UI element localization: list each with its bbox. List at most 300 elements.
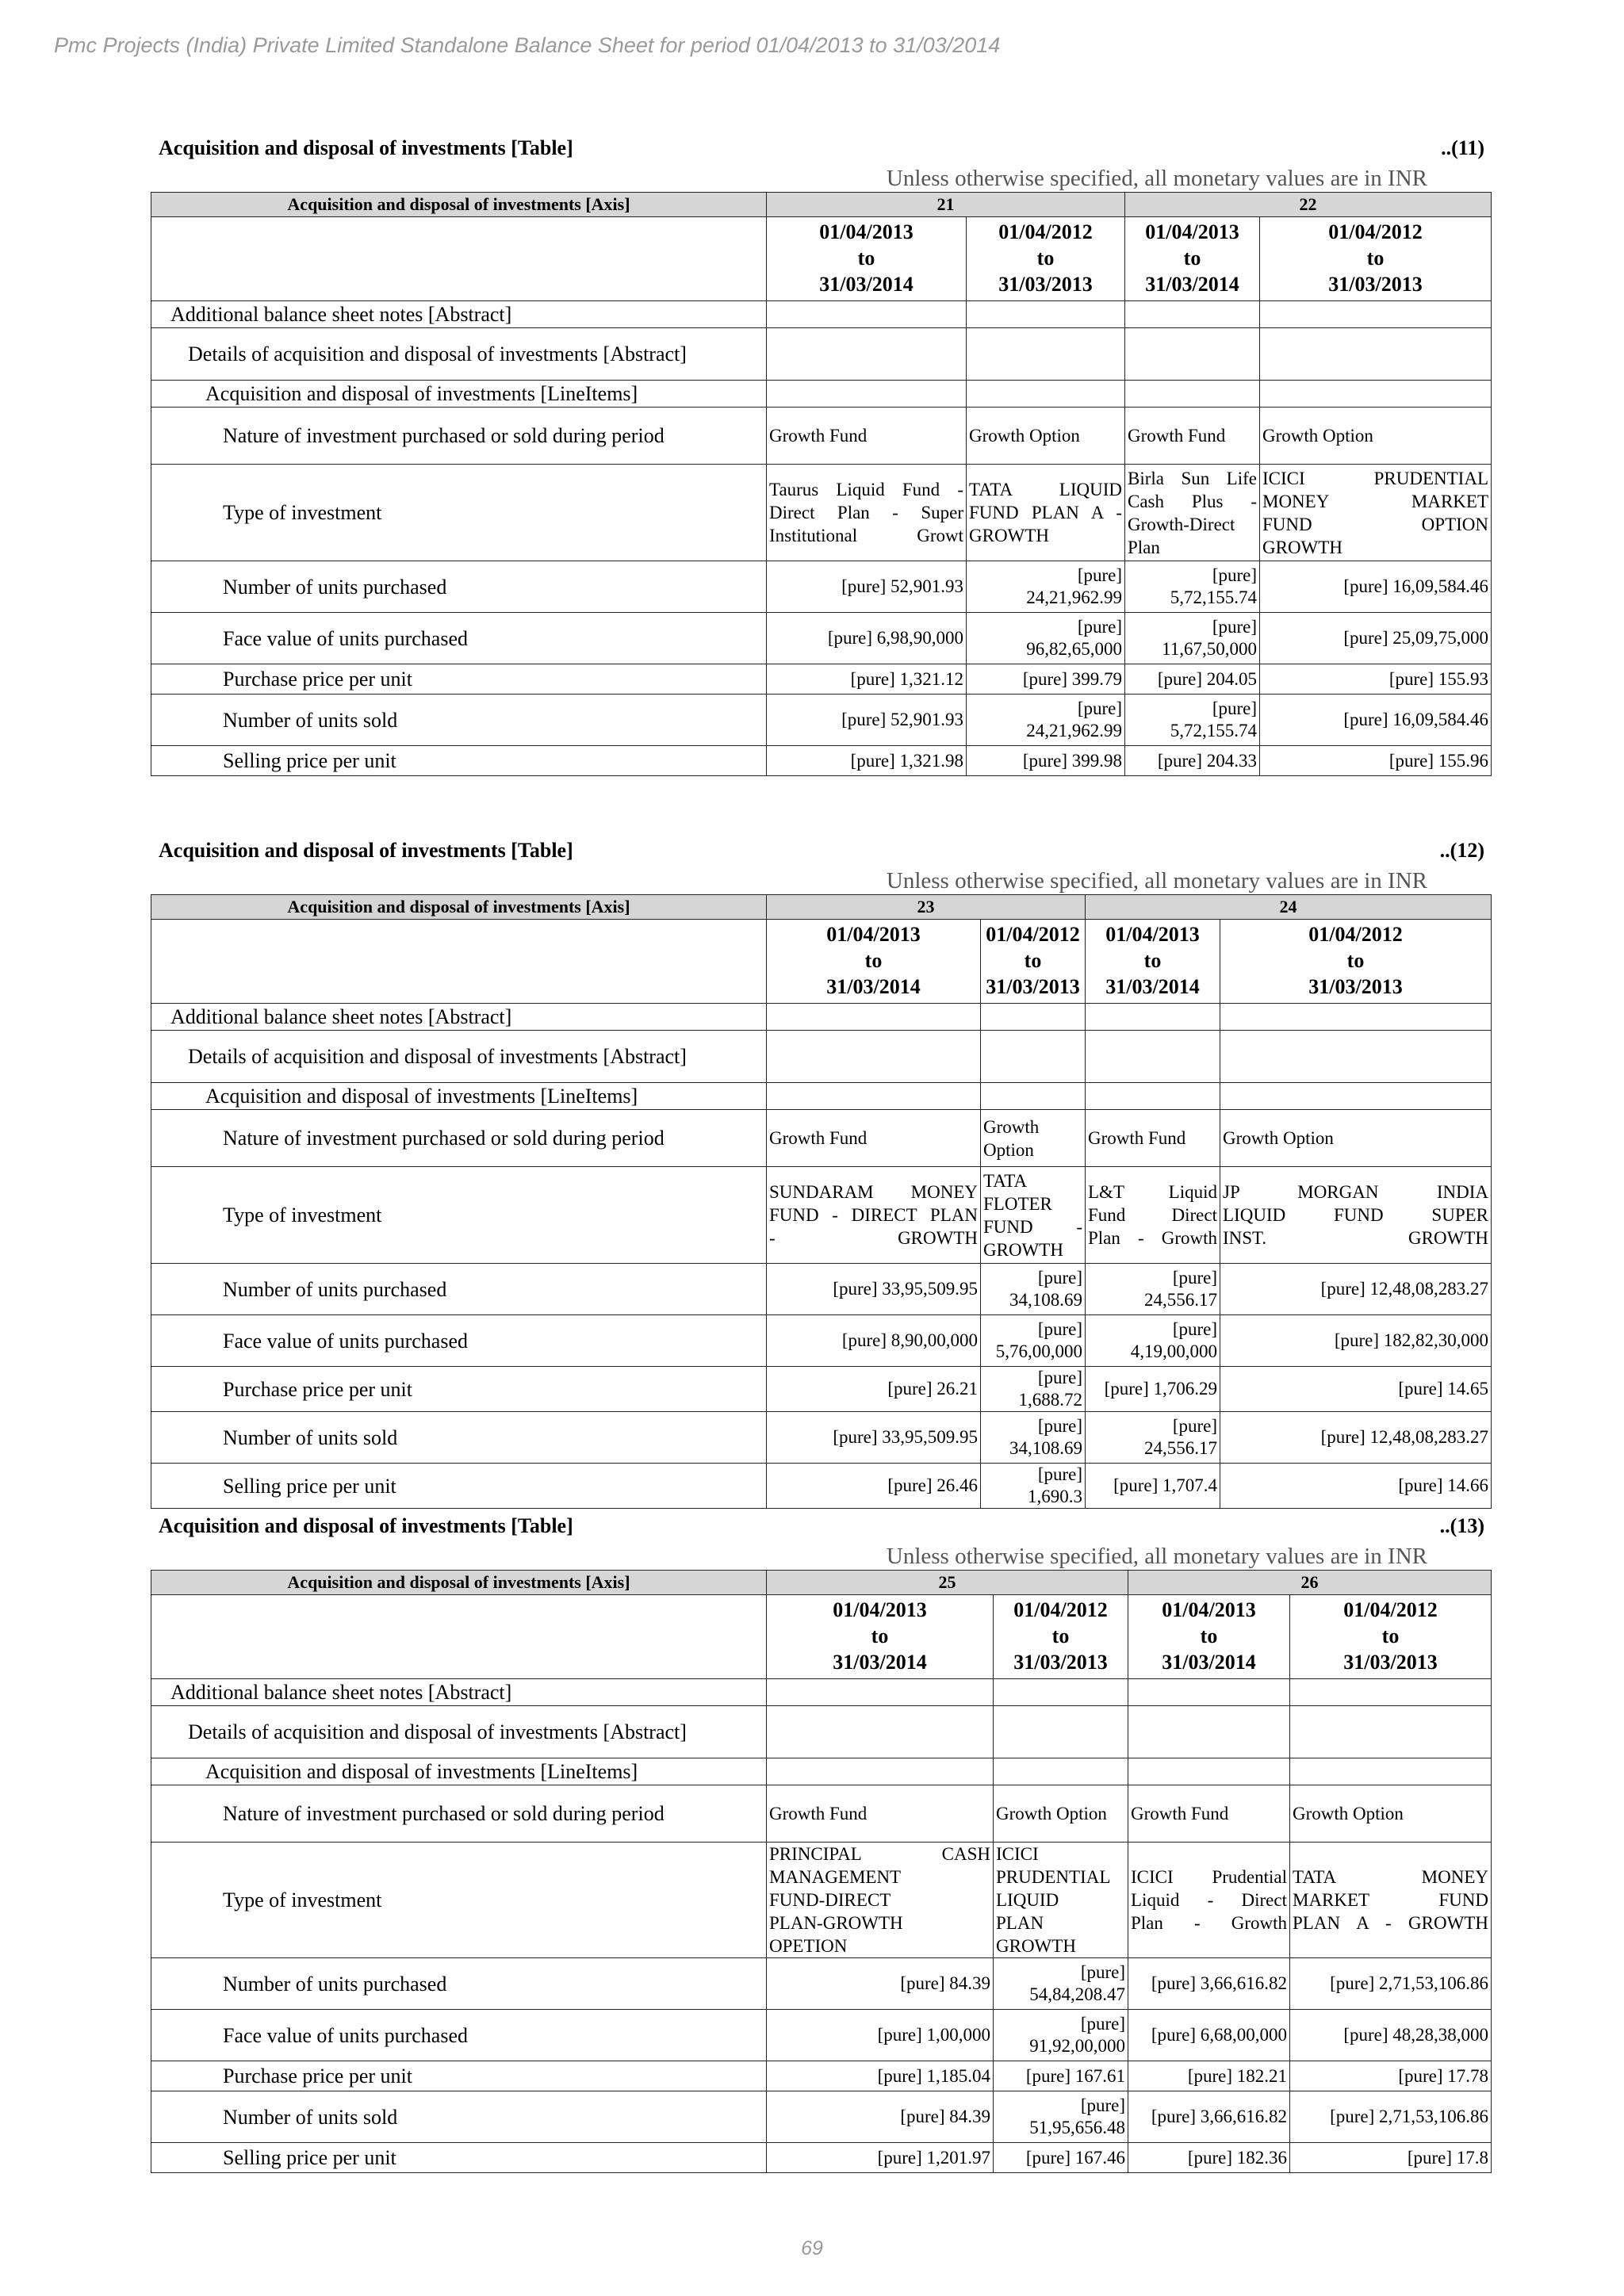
empty-cell [1128,1679,1290,1706]
value-line: [pure] 167.61 [1025,2065,1125,2086]
type-line: Plan [1128,537,1160,557]
value-cell [981,1367,1086,1412]
nature-cell: Growth Fund [767,1110,981,1167]
value-line: [pure] 17.78 [1398,2065,1488,2086]
value-line: [pure] 1,185.04 [877,2065,990,2086]
type-line: TATA LIQUID [969,480,1122,499]
period-header [767,920,981,1004]
currency-note: Unless otherwise specified, all monetary values are in INR [886,1544,1427,1569]
value-line: [pure] 6,68,00,000 [1151,2025,1287,2045]
investment-table [151,894,1492,1509]
value-cell [1290,2010,1492,2061]
table-row [151,561,1492,613]
table-row [151,1110,1492,1167]
value-line: [pure] 2,71,53,106.86 [1330,1973,1488,1993]
table-row [151,328,1492,381]
value-line: 5,72,155.74 [1170,721,1257,740]
row-label: Number of units purchased [151,1958,767,2010]
type-line: Cash Plus - [1128,491,1257,511]
value-cell [994,2061,1128,2091]
value-line: [pure] [1077,698,1122,718]
empty-cell [981,1031,1086,1083]
value-cell [994,2143,1128,2173]
row-label: Purchase price per unit [151,2061,767,2091]
table-row [151,1679,1492,1706]
value-line: [pure] 84.39 [900,1973,990,1993]
period-to-word: to [857,247,875,270]
type-cell [1260,465,1492,561]
table-row [151,301,1492,328]
type-line: PLAN-GROWTH [769,1913,903,1933]
empty-cell [767,1004,981,1031]
investment-table-section [151,1514,1491,2173]
value-cell [967,746,1125,776]
type-line: Fund Direct [1088,1205,1217,1225]
axis-label: Acquisition and disposal of investments [Axis] [151,895,767,920]
value-line: 24,21,962.99 [1026,587,1122,607]
value-line: [pure] 52,901.93 [841,710,963,729]
period-from: 01/04/2013 [819,220,914,243]
type-cell [1290,1843,1492,1958]
value-cell [1125,613,1260,664]
empty-cell [1220,1004,1492,1031]
type-line: FUND - DIRECT PLAN [769,1205,978,1225]
type-line: GROWTH [969,526,1049,545]
value-line: [pure] [1037,1319,1082,1339]
period-header [767,1595,994,1679]
period-row [151,920,1492,1004]
type-line: Growth-Direct [1128,514,1235,534]
row-label: Face value of units purchased [151,613,767,664]
period-header [1086,920,1220,1004]
period-header [767,217,967,301]
value-cell [1260,613,1492,664]
period-from: 01/04/2012 [1308,923,1403,946]
value-line: [pure] 33,95,509.95 [833,1427,978,1447]
type-line: Direct Plan - Super [769,503,963,522]
value-cell [767,2143,994,2173]
row-label: Details of acquisition and disposal of investments [Abstract] [151,1706,767,1758]
value-cell [1290,1958,1492,2010]
empty-cell [967,301,1125,328]
value-cell [767,2061,994,2091]
empty-cell [1290,1758,1492,1785]
nature-cell: Growth Fund [767,408,967,465]
row-label: Number of units purchased [151,1264,767,1315]
value-line: [pure] 155.96 [1388,750,1488,771]
empty-cell [1125,301,1260,328]
type-line: JP MORGAN INDIA [1223,1182,1488,1202]
type-line: L&T Liquid [1088,1182,1217,1202]
empty-cell [151,217,767,301]
period-header [994,1595,1128,1679]
document-header: Pmc Projects (India) Private Limited Standalone Balance Sheet for period 01/04/2013 to 31/03/2014 [54,33,1001,57]
value-cell [1125,561,1260,613]
value-line: 11,67,50,000 [1162,639,1257,659]
period-to-word: to [1143,949,1162,972]
table-row [151,381,1492,408]
table-row [151,1464,1492,1509]
row-label: Details of acquisition and disposal of investments [Abstract] [151,1031,767,1083]
row-label: Acquisition and disposal of investments [LineItems] [151,1083,767,1110]
value-line: [pure] 1,688.72 [1018,1368,1082,1410]
axis-row [151,193,1492,217]
value-line: [pure] 14.65 [1398,1379,1488,1399]
axis-member: 24 [1086,895,1492,920]
type-line: INST. GROWTH [1223,1228,1488,1248]
value-cell [967,664,1125,695]
type-line: MONEY MARKET [1262,491,1488,511]
value-cell [1086,1412,1220,1464]
empty-cell [1260,301,1492,328]
value-line: [pure] 12,48,08,283.27 [1320,1427,1488,1447]
axis-member: 26 [1128,1571,1492,1595]
row-label: Nature of investment purchased or sold during period [151,1110,767,1167]
type-line: Plan - Growth [1088,1228,1217,1248]
value-line: 5,76,00,000 [995,1341,1082,1361]
row-label: Additional balance sheet notes [Abstract] [151,301,767,328]
investment-table-section [151,136,1491,776]
period-header [1290,1595,1492,1679]
nature-cell: Growth Fund [1128,1785,1290,1843]
nature-cell: Growth Option [1220,1110,1492,1167]
value-cell [767,695,967,746]
investment-table [151,192,1492,776]
empty-cell [767,1679,994,1706]
value-cell [1128,2091,1290,2143]
value-cell [767,664,967,695]
period-from: 01/04/2013 [1105,923,1200,946]
type-line: FUND OPTION [1262,514,1488,534]
row-label: Selling price per unit [151,2143,767,2173]
period-header [1128,1595,1290,1679]
value-line: [pure] 1,706.29 [1104,1379,1217,1399]
axis-row [151,895,1492,920]
value-line: 4,19,00,000 [1130,1341,1217,1361]
value-line: [pure] 3,66,616.82 [1151,1973,1287,1993]
empty-cell [967,381,1125,408]
period-to-word: to [1024,949,1042,972]
table-row [151,2091,1492,2143]
type-line: ICICI PRUDENTIAL [1262,468,1488,488]
value-line: [pure] 1,690.3 [1028,1464,1082,1506]
nature-cell: Growth Option [1290,1785,1492,1843]
value-line: [pure] 26.21 [887,1379,978,1399]
value-line: [pure] 12,48,08,283.27 [1320,1279,1488,1299]
value-line: [pure] 1,321.12 [850,668,963,689]
type-line: Birla Sun Life [1128,468,1257,488]
table-row [151,1315,1492,1367]
row-label: Purchase price per unit [151,664,767,695]
type-line: TATA FLOTER [983,1170,1052,1214]
row-label: Nature of investment purchased or sold during period [151,408,767,465]
type-line: TATA MONEY [1293,1867,1488,1887]
value-line: [pure] [1080,2014,1125,2034]
empty-cell [1290,1706,1492,1758]
value-line: [pure] 8,90,00,000 [841,1330,978,1350]
type-line: Institutional Growt [769,526,963,545]
table-row [151,1031,1492,1083]
nature-cell: Growth Fund [767,1785,994,1843]
period-to-word: to [1346,949,1365,972]
empty-cell [767,1706,994,1758]
value-line: [pure] 16,09,584.46 [1343,710,1488,729]
table-number: ..(11) [1441,136,1484,159]
type-line: - GROWTH [769,1228,978,1248]
type-line: LIQUID [996,1890,1059,1910]
empty-cell [1220,1031,1492,1083]
type-line: FUND - [983,1216,1082,1237]
row-label: Selling price per unit [151,1464,767,1509]
table-row [151,1167,1492,1264]
type-cell [981,1167,1086,1264]
value-cell [1260,664,1492,695]
value-line: 24,556.17 [1144,1438,1217,1458]
period-to: 31/03/2014 [1162,1651,1256,1674]
empty-cell [1128,1758,1290,1785]
value-cell [767,613,967,664]
period-from: 01/04/2013 [1162,1598,1256,1621]
empty-cell [1125,381,1260,408]
value-line: [pure] [1077,565,1122,585]
row-label: Additional balance sheet notes [Abstract] [151,1679,767,1706]
value-line: 96,82,65,000 [1026,639,1122,659]
table-row [151,695,1492,746]
value-line: [pure] [1172,1319,1217,1339]
value-cell [767,561,967,613]
table-row [151,2143,1492,2173]
row-label: Additional balance sheet notes [Abstract] [151,1004,767,1031]
value-cell [1128,2143,1290,2173]
value-line: [pure] [1077,617,1122,637]
value-line: [pure] [1172,1268,1217,1288]
empty-cell [767,1031,981,1083]
row-label: Face value of units purchased [151,1315,767,1367]
row-label: Nature of investment purchased or sold during period [151,1785,767,1843]
value-cell [981,1315,1086,1367]
value-cell [1260,561,1492,613]
row-label: Purchase price per unit [151,1367,767,1412]
value-cell [967,561,1125,613]
value-cell [967,613,1125,664]
table-row [151,1785,1492,1843]
type-cell [767,1843,994,1958]
row-label: Number of units purchased [151,561,767,613]
period-row [151,1595,1492,1679]
type-line: ICICI [996,1844,1039,1864]
period-from: 01/04/2013 [1145,220,1239,243]
type-line: Plan - Growth [1131,1913,1287,1933]
nature-cell: Growth Option [981,1110,1086,1167]
value-line: [pure] 14.66 [1398,1475,1488,1495]
axis-row [151,1571,1492,1595]
empty-cell [1260,381,1492,408]
type-cell [1125,465,1260,561]
period-header [981,920,1086,1004]
value-cell [1128,2061,1290,2091]
table-row [151,465,1492,561]
value-line: [pure] 52,901.93 [841,576,963,596]
value-cell [1128,1958,1290,2010]
value-line: 5,72,155.74 [1170,587,1257,607]
value-line: [pure] [1212,698,1257,718]
empty-cell [1128,1706,1290,1758]
period-to-word: to [871,1624,889,1647]
type-line: PLAN A - GROWTH [1293,1913,1488,1933]
period-to: 31/03/2013 [1308,975,1403,998]
value-line: [pure] 204.33 [1157,750,1257,771]
period-to: 31/03/2014 [833,1651,927,1674]
period-header [1260,217,1492,301]
table-number: ..(13) [1439,1514,1484,1537]
value-cell [1290,2143,1492,2173]
value-line: [pure] 399.79 [1022,668,1122,689]
empty-cell [981,1083,1086,1110]
value-line: [pure] 167.46 [1025,2147,1125,2168]
period-to-word: to [1366,247,1385,270]
table-title: Acquisition and disposal of investments [Table] [159,136,573,159]
value-line: 24,21,962.99 [1026,721,1122,740]
value-cell [767,1367,981,1412]
empty-cell [1290,1679,1492,1706]
table-row [151,1758,1492,1785]
value-cell [994,2091,1128,2143]
value-cell [1220,1464,1492,1509]
value-cell [1086,1464,1220,1509]
value-cell [1128,2010,1290,2061]
period-header [967,217,1125,301]
value-cell [981,1464,1086,1509]
type-line: MANAGEMENT [769,1867,902,1887]
type-line: GROWTH [996,1936,1076,1956]
period-to: 31/03/2013 [1013,1651,1108,1674]
type-line: PLAN [996,1913,1044,1933]
table-row [151,1958,1492,2010]
value-line: [pure] 204.05 [1157,668,1257,689]
nature-cell: Growth Fund [1125,408,1260,465]
row-label: Type of investment [151,465,767,561]
value-cell [767,1412,981,1464]
value-line: [pure] [1172,1416,1217,1436]
value-line: [pure] 155.93 [1388,668,1488,689]
value-cell [1260,746,1492,776]
empty-cell [767,1083,981,1110]
value-cell [1290,2091,1492,2143]
type-cell [767,465,967,561]
table-row [151,1004,1492,1031]
value-cell [994,1958,1128,2010]
period-from: 01/04/2012 [1343,1598,1438,1621]
table-row [151,746,1492,776]
table-title: Acquisition and disposal of investments [Table] [159,839,573,862]
type-cell [1086,1167,1220,1264]
axis-label: Acquisition and disposal of investments [Axis] [151,193,767,217]
value-line: [pure] [1080,2095,1125,2115]
value-cell [1125,664,1260,695]
investment-table [151,1570,1492,2173]
value-cell [1125,695,1260,746]
type-cell [967,465,1125,561]
value-cell [981,1264,1086,1315]
table-row [151,408,1492,465]
axis-member: 23 [767,895,1086,920]
value-line: [pure] 16,09,584.46 [1343,576,1488,596]
axis-member: 25 [767,1571,1128,1595]
value-line: [pure] 48,28,38,000 [1343,2025,1488,2045]
value-line: [pure] 1,00,000 [877,2025,990,2045]
table-row [151,1264,1492,1315]
value-line: 51,95,656.48 [1029,2118,1125,2137]
type-cell [767,1167,981,1264]
period-from: 01/04/2012 [1328,220,1423,243]
empty-cell [994,1706,1128,1758]
page-number: 69 [801,2237,823,2260]
type-cell [994,1843,1128,1958]
table-row [151,664,1492,695]
table-number: ..(12) [1439,839,1484,862]
value-cell [1086,1367,1220,1412]
value-cell [1086,1315,1220,1367]
table-row [151,1367,1492,1412]
table-row [151,2061,1492,2091]
nature-cell: Growth Option [967,408,1125,465]
value-line: [pure] 33,95,509.95 [833,1279,978,1299]
type-line: LIQUID FUND SUPER [1223,1205,1488,1225]
nature-cell: Growth Fund [1086,1110,1220,1167]
value-cell [1125,746,1260,776]
row-label: Details of acquisition and disposal of investments [Abstract] [151,328,767,381]
table-row [151,613,1492,664]
period-to-word: to [1051,1624,1070,1647]
period-to-word: to [1381,1624,1400,1647]
period-to: 31/03/2013 [1328,273,1423,296]
value-line: [pure] 25,09,75,000 [1343,628,1488,648]
table-row [151,1083,1492,1110]
value-line: [pure] 1,201.97 [877,2147,990,2168]
row-label: Selling price per unit [151,746,767,776]
nature-cell: Growth Option [1260,408,1492,465]
period-from: 01/04/2013 [826,923,921,946]
value-cell [1260,695,1492,746]
currency-note: Unless otherwise specified, all monetary values are in INR [886,166,1427,191]
period-header [1220,920,1492,1004]
table-row [151,1843,1492,1958]
empty-cell [1086,1031,1220,1083]
value-cell [767,1264,981,1315]
value-cell [767,2091,994,2143]
period-to-word: to [1036,247,1055,270]
period-to: 31/03/2014 [1145,273,1239,296]
table-row [151,1706,1492,1758]
value-cell [1086,1264,1220,1315]
row-label: Acquisition and disposal of investments [LineItems] [151,1758,767,1785]
value-line: [pure] 1,707.4 [1113,1475,1217,1495]
value-cell [1290,2061,1492,2091]
type-line: PRINCIPAL CASH [769,1844,990,1864]
type-line: Taurus Liquid Fund - [769,480,963,499]
empty-cell [1086,1083,1220,1110]
type-line: Liquid - Direct [1131,1890,1287,1910]
period-to-word: to [1200,1624,1218,1647]
period-to-word: to [864,949,883,972]
value-cell [767,1464,981,1509]
type-line: OPETION [769,1936,848,1956]
row-label: Acquisition and disposal of investments [LineItems] [151,381,767,408]
table-row [151,1412,1492,1464]
value-cell [967,695,1125,746]
period-from: 01/04/2012 [986,923,1080,946]
axis-label: Acquisition and disposal of investments [Axis] [151,1571,767,1595]
